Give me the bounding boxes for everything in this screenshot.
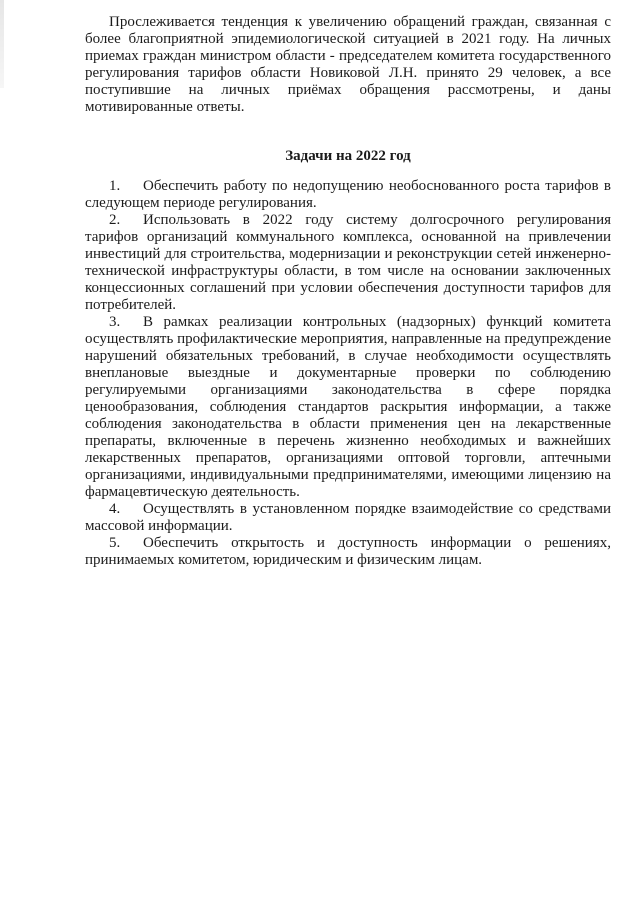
task-text: Обеспечить работу по недопущению необоснованного роста тарифов в следующем периоде регулирования.	[85, 178, 611, 211]
task-text: Использовать в 2022 году систему долгосрочного регулирования тарифов организаций коммунального комплекса, основанной на привлечении инвестиций для строительства, модернизации и реконструкции сетей инженерно-технической инфраструктуры области, в том числе на основании заключенных концессионных соглашений при условии обеспечения доступности тарифов для потребителей.	[85, 212, 611, 313]
task-text: В рамках реализации контрольных (надзорных) функций комитета осуществлять профилактические мероприятия, направленные на предупреждение нарушений обязательных требований, в случае необходимости осуществлять внеплановые выездные и документарные проверки по соблюдению регулируемыми организациями законодательства в сфере порядка ценообразования, соблюдения стандартов раскрытия информации, а также соблюдения законодательства в области применения цен на лекарственные препараты, включенные в перечень жизненно необходимых и важнейших лекарственных препаратов, организациями оптовой торговли, аптечными организациями, индивидуальными предпринимателями, имеющими лицензию на фармацевтическую деятельность.	[85, 314, 611, 500]
task-list	[85, 178, 611, 569]
task-text: Обеспечить открытость и доступность информации о решениях, принимаемых комитетом, юридическим и физическим лицам.	[85, 535, 611, 568]
task-item-4	[85, 501, 611, 535]
intro-section	[85, 14, 611, 116]
task-number: 4.	[109, 501, 121, 517]
scan-edge-mark	[0, 0, 4, 88]
section-heading: Задачи на 2022 год	[285, 148, 411, 164]
task-number: 5.	[109, 535, 121, 551]
task-item-3	[85, 314, 611, 501]
task-item-1	[85, 178, 611, 212]
intro-paragraph: Прослеживается тенденция к увеличению обращений граждан, связанная с более благоприятной эпидемиологической ситуацией в 2021 году. На личных приемах граждан министром области - председателем комитета государственного регулирования тарифов области Новиковой Л.Н. принято 29 человек, а все поступившие на личных приёмах обращения рассмотрены, и даны мотивированные ответы.	[85, 14, 611, 115]
task-number: 3.	[109, 314, 121, 330]
task-number: 2.	[109, 212, 121, 228]
task-text: Осуществлять в установленном порядке взаимодействие со средствами массовой информации.	[85, 501, 611, 534]
task-item-5	[85, 535, 611, 569]
task-number: 1.	[109, 178, 121, 194]
task-item-2	[85, 212, 611, 314]
